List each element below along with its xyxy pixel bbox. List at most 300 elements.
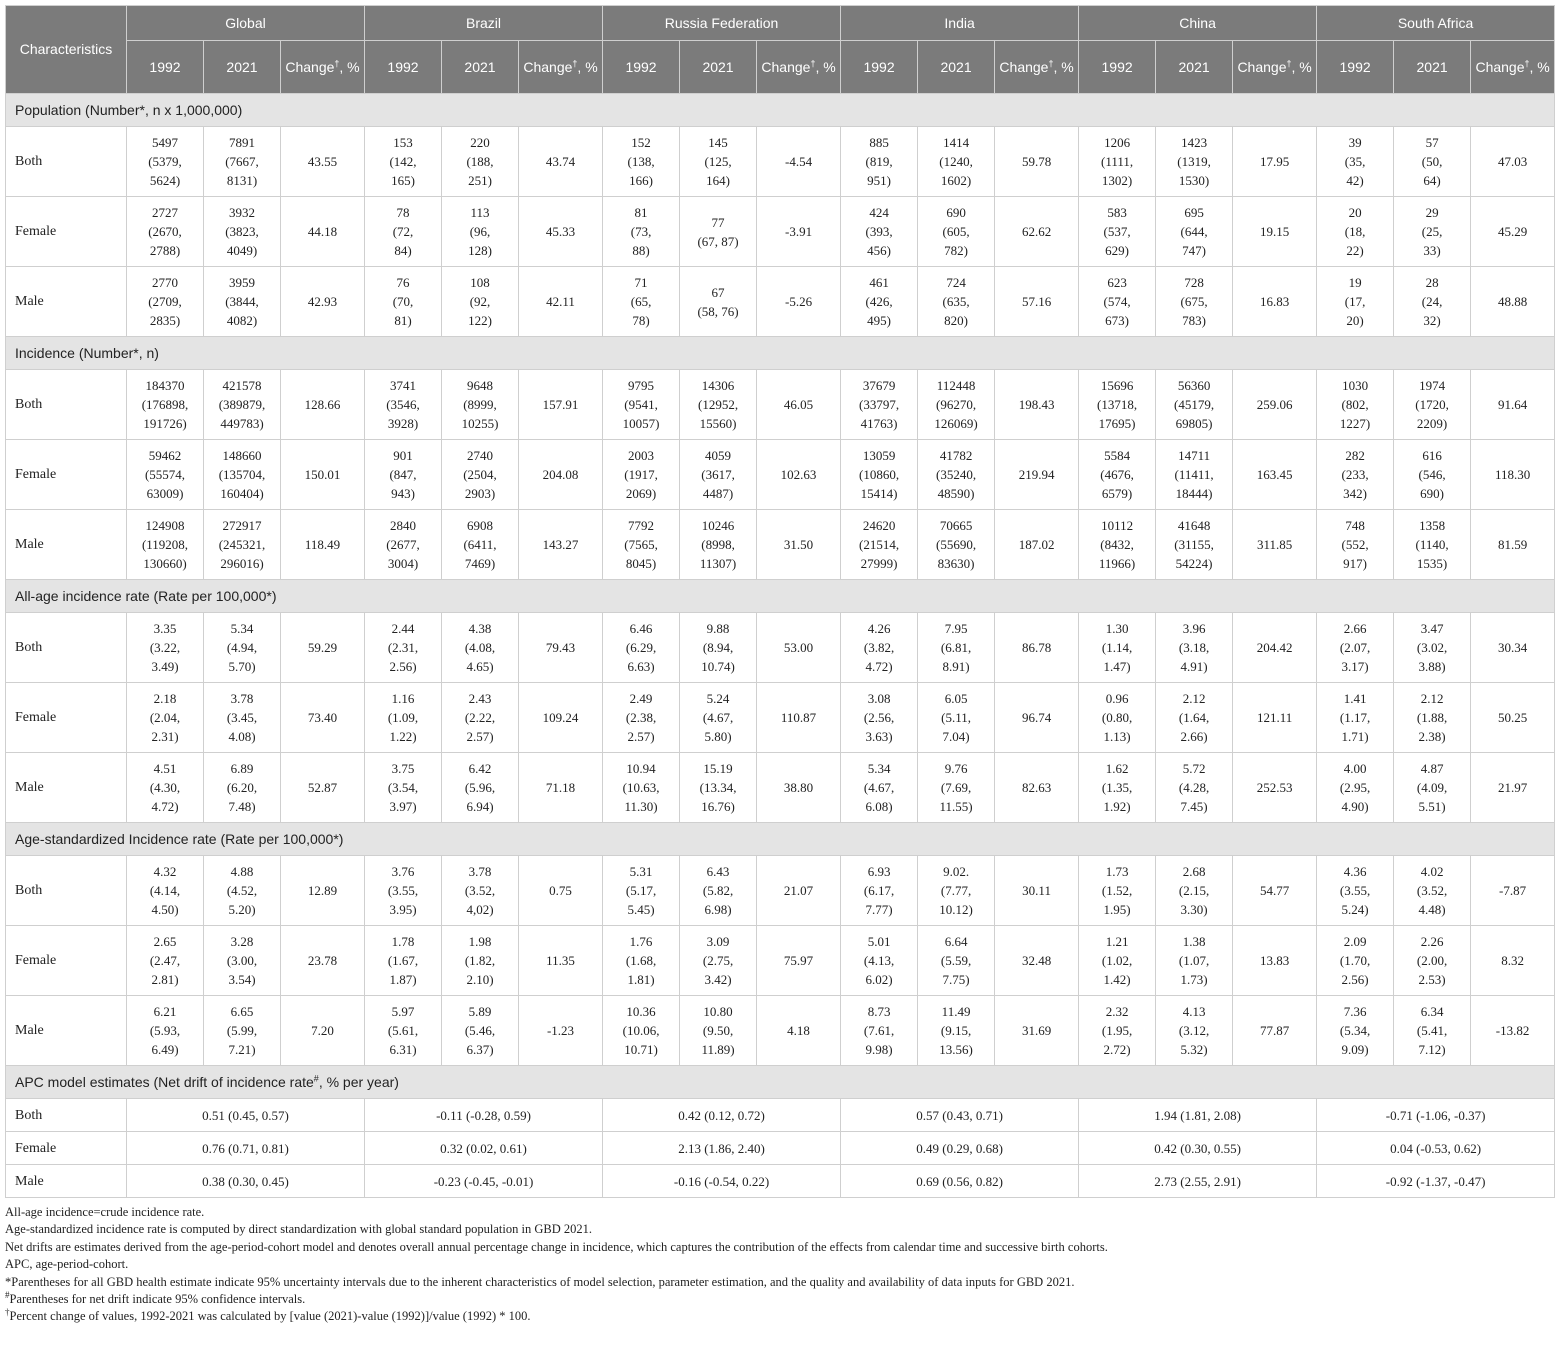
- estimate-cell: [1317, 440, 1394, 510]
- net-drift-value: 2.73 (2.55, 2.91): [1079, 1165, 1317, 1198]
- estimate-cell: [1156, 613, 1233, 683]
- interval-bound: (45179,: [1174, 397, 1215, 412]
- estimate-value: 1.30: [1105, 621, 1129, 636]
- interval-bound: (6.20,: [226, 780, 258, 795]
- estimate-cell: [127, 197, 204, 267]
- interval-bound: (6.29,: [625, 640, 657, 655]
- change-value: 12.89: [281, 856, 365, 926]
- interval-bound: 6.37): [466, 1042, 494, 1057]
- change-value: 75.97: [757, 926, 841, 996]
- estimate-cell: [1394, 856, 1471, 926]
- estimate-cell: [1079, 856, 1156, 926]
- interval-bound: 3004): [387, 556, 419, 571]
- change-value: 30.11: [995, 856, 1079, 926]
- interval-bound: 2.57): [627, 729, 655, 744]
- estimate-value: 77: [711, 214, 725, 230]
- table-row: [6, 856, 1555, 926]
- estimate-value: 4059: [705, 448, 732, 463]
- estimate-cell: [127, 683, 204, 753]
- change-value: 42.93: [281, 267, 365, 337]
- net-drift-value: -0.92 (-1.37, -0.47): [1317, 1165, 1555, 1198]
- change-value: 7.20: [281, 996, 365, 1066]
- interval-bound: (3.18,: [1178, 640, 1210, 655]
- estimate-cell: [603, 926, 680, 996]
- footnote: [5, 1221, 1455, 1238]
- interval-bound: (4.14,: [149, 883, 181, 898]
- interval-bound: (1720,: [1415, 397, 1449, 412]
- interval-bound: (1.17,: [1339, 710, 1371, 725]
- interval-bound: (1.09,: [387, 710, 419, 725]
- interval-bound: 7.45): [1180, 799, 1208, 814]
- change-value: 96.74: [995, 683, 1079, 753]
- change-label: Change: [1237, 58, 1287, 75]
- interval-bound: (65,: [630, 294, 652, 309]
- interval-bound: 1.87): [389, 972, 417, 987]
- change-value: 73.40: [281, 683, 365, 753]
- interval-bound: 7.48): [228, 799, 256, 814]
- interval-bound: 2.81): [151, 972, 179, 987]
- interval-bound: 54224): [1175, 556, 1213, 571]
- estimate-value: 1.41: [1343, 691, 1367, 706]
- change-value: 110.87: [757, 683, 841, 753]
- estimate-cell: [442, 683, 519, 753]
- estimate-value: 3.09: [706, 934, 730, 949]
- change-value: 21.07: [757, 856, 841, 926]
- estimate-value: 4.02: [1420, 864, 1444, 879]
- net-drift-value: 0.49 (0.29, 0.68): [841, 1132, 1079, 1165]
- interval-bound: 2.72): [1103, 1042, 1131, 1057]
- estimate-cell: [680, 127, 757, 197]
- estimate-value: 6908: [467, 518, 493, 533]
- interval-bound: (3.82,: [863, 640, 895, 655]
- interval-bound: 3.88): [1418, 659, 1446, 674]
- interval-bound: 3.95): [389, 902, 417, 917]
- interval-bound: (10.06,: [622, 1023, 660, 1038]
- row-label: Both: [6, 127, 127, 197]
- estimate-cell: [603, 856, 680, 926]
- change-value: 259.06: [1233, 370, 1317, 440]
- interval-bound: 1535): [1416, 556, 1448, 571]
- interval-bound: 1.71): [1341, 729, 1369, 744]
- estimate-cell: [1394, 127, 1471, 197]
- change-value: 45.33: [519, 197, 603, 267]
- interval-bound: 6579): [1101, 486, 1133, 501]
- year-1992-header: 1992: [127, 41, 204, 94]
- interval-bound: 6.98): [704, 902, 732, 917]
- change-value: 59.78: [995, 127, 1079, 197]
- interval-bound: (426,: [865, 294, 893, 309]
- estimate-value: 6.65: [230, 1004, 254, 1019]
- estimate-cell: [1394, 926, 1471, 996]
- interval-bound: (24,: [1421, 294, 1443, 309]
- interval-bound: (3.02,: [1416, 640, 1448, 655]
- estimate-cell: [1079, 370, 1156, 440]
- change-unit: , %: [1529, 58, 1550, 75]
- estimate-value: 78: [396, 205, 410, 220]
- estimate-cell: [127, 510, 204, 580]
- change-label: Change: [1475, 58, 1525, 75]
- estimate-cell: [204, 613, 281, 683]
- estimate-cell: [1079, 267, 1156, 337]
- interval-bound: 4,02): [466, 902, 494, 917]
- estimate-value: 6.89: [230, 761, 254, 776]
- interval-bound: (2.07,: [1339, 640, 1371, 655]
- estimate-value: 5.72: [1182, 761, 1206, 776]
- interval-bound: (2.75,: [702, 953, 734, 968]
- change-value: 52.87: [281, 753, 365, 823]
- interval-bound: (552,: [1341, 537, 1369, 552]
- estimate-value: 9648: [467, 378, 493, 393]
- change-value: 150.01: [281, 440, 365, 510]
- interval-bound: 13.56): [939, 1042, 973, 1057]
- interval-bound: (7.69,: [940, 780, 972, 795]
- dagger-mark: †: [334, 57, 340, 68]
- estimate-value: 583: [1107, 205, 1127, 220]
- change-value: 11.35: [519, 926, 603, 996]
- net-drift-value: 2.13 (1.86, 2.40): [603, 1132, 841, 1165]
- interval-bound: (35,: [1344, 154, 1366, 169]
- estimate-value: 153: [393, 135, 413, 150]
- change-value: 13.83: [1233, 926, 1317, 996]
- estimate-value: 10.36: [626, 1004, 656, 1019]
- estimate-value: 1030: [1342, 378, 1369, 393]
- interval-bound: (25,: [1421, 224, 1443, 239]
- estimate-value: 2740: [467, 448, 493, 463]
- interval-bound: 7.77): [865, 902, 893, 917]
- change-value: 82.63: [995, 753, 1079, 823]
- estimate-value: 724: [946, 275, 966, 290]
- net-drift-value: -0.11 (-0.28, 0.59): [365, 1099, 603, 1132]
- net-drift-value: 0.42 (0.30, 0.55): [1079, 1132, 1317, 1165]
- estimate-cell: [841, 613, 918, 683]
- estimate-cell: [680, 856, 757, 926]
- estimate-cell: [1317, 510, 1394, 580]
- change-value: 45.29: [1471, 197, 1555, 267]
- change-header: [1233, 41, 1317, 94]
- interval-bound: 4082): [226, 313, 258, 328]
- estimate-value: 5.34: [230, 621, 254, 636]
- estimate-value: 4.36: [1343, 864, 1367, 879]
- change-value: 8.32: [1471, 926, 1555, 996]
- year-1992-header: 1992: [1317, 41, 1394, 94]
- interval-bound: (4676,: [1100, 467, 1134, 482]
- change-header: [995, 41, 1079, 94]
- estimate-value: 5.01: [867, 934, 891, 949]
- interval-bound: 2.66): [1180, 729, 1208, 744]
- interval-bound: 122): [468, 313, 492, 328]
- interval-bound: 1.47): [1103, 659, 1131, 674]
- estimate-value: 2.09: [1343, 934, 1367, 949]
- estimate-cell: [680, 683, 757, 753]
- estimate-cell: [127, 856, 204, 926]
- interval-bound: (70,: [392, 294, 414, 309]
- estimate-value: 690: [946, 205, 966, 220]
- interval-bound: 7.21): [228, 1042, 256, 1057]
- interval-bound: (1.95,: [1101, 1023, 1133, 1038]
- footnote: [5, 1291, 1455, 1308]
- interval-bound: 2.10): [466, 972, 494, 987]
- estimate-cell: [603, 996, 680, 1066]
- interval-bound: (35240,: [936, 467, 977, 482]
- estimate-cell: [680, 370, 757, 440]
- interval-bound: 6.02): [865, 972, 893, 987]
- interval-bound: (2.04,: [149, 710, 181, 725]
- change-value: 48.88: [1471, 267, 1555, 337]
- interval-bound: 5.32): [1180, 1042, 1208, 1057]
- row-label: Both: [6, 856, 127, 926]
- change-value: 0.75: [519, 856, 603, 926]
- row-label: Both: [6, 1099, 127, 1132]
- estimate-cell: [680, 440, 757, 510]
- estimate-value: 6.64: [944, 934, 968, 949]
- net-drift-value: 0.38 (0.30, 0.45): [127, 1165, 365, 1198]
- estimate-value: 2727: [152, 205, 178, 220]
- interval-bound: 11307): [699, 556, 737, 571]
- interval-bound: (644,: [1180, 224, 1208, 239]
- interval-bound: 128): [468, 243, 492, 258]
- estimate-value: 1414: [943, 135, 970, 150]
- footnote-text: Parentheses for net drift indicate 95% confidence intervals.: [9, 1292, 306, 1307]
- estimate-cell: [680, 996, 757, 1066]
- estimate-cell: [1317, 856, 1394, 926]
- change-value: 163.45: [1233, 440, 1317, 510]
- estimate-value: 5.34: [867, 761, 891, 776]
- region-header: China: [1079, 6, 1317, 41]
- estimate-value: 14306: [701, 378, 735, 393]
- estimate-cell: [1156, 370, 1233, 440]
- interval-bound: (2677,: [386, 537, 420, 552]
- interval-bound: 84): [394, 243, 412, 258]
- interval-bound: (13718,: [1097, 397, 1138, 412]
- interval-bound: (5.46,: [464, 1023, 496, 1038]
- estimate-cell: [127, 440, 204, 510]
- interval-bound: 166): [629, 173, 653, 188]
- change-value: 157.91: [519, 370, 603, 440]
- section-row: [6, 94, 1555, 127]
- interval-bound: 4.72): [865, 659, 893, 674]
- interval-bound: 1530): [1178, 173, 1210, 188]
- estimate-value: 14711: [1178, 448, 1211, 463]
- footnote-text: Net drifts are estimates derived from the age-period-cohort model and denotes overall annual percentage change in incidence, which captures the contribution of the effects from calendar time and successive birth cohorts.: [5, 1239, 1108, 1254]
- change-value: 54.77: [1233, 856, 1317, 926]
- data-table: [5, 5, 1555, 1198]
- estimate-cell: [841, 197, 918, 267]
- estimate-cell: [204, 197, 281, 267]
- interval-bound: (58, 76): [697, 303, 739, 319]
- section-title: Incidence (Number*, n): [6, 337, 1555, 370]
- table-row: [6, 1099, 1555, 1132]
- estimate-value: 272917: [222, 518, 262, 533]
- change-value: 19.15: [1233, 197, 1317, 267]
- estimate-value: 6.43: [706, 864, 730, 879]
- estimate-value: 9795: [628, 378, 655, 393]
- estimate-value: 24620: [862, 518, 896, 533]
- interval-bound: 917): [1343, 556, 1368, 571]
- estimate-cell: [127, 613, 204, 683]
- interval-bound: 2.56): [389, 659, 417, 674]
- estimate-value: 67: [711, 284, 725, 300]
- estimate-cell: [204, 440, 281, 510]
- estimate-value: 5584: [1104, 448, 1131, 463]
- apc-title-unit: , % per year): [318, 1073, 399, 1090]
- estimate-value: 7.36: [1343, 1004, 1367, 1019]
- interval-bound: 83630): [937, 556, 975, 571]
- footnote-mark: #: [5, 1289, 10, 1300]
- interval-bound: 17695): [1098, 416, 1136, 431]
- interval-bound: (3.54,: [387, 780, 419, 795]
- interval-bound: 22): [1346, 243, 1364, 258]
- estimate-cell: [603, 753, 680, 823]
- interval-bound: (33797,: [859, 397, 900, 412]
- interval-bound: 2903): [464, 486, 496, 501]
- table-header: [6, 6, 1555, 94]
- interval-bound: 690): [1420, 486, 1445, 501]
- interval-bound: (17,: [1344, 294, 1366, 309]
- estimate-value: 1.76: [629, 934, 653, 949]
- section-row: [6, 580, 1555, 613]
- interval-bound: 3.30): [1180, 902, 1208, 917]
- interval-bound: 10.74): [701, 659, 735, 674]
- estimate-cell: [1394, 683, 1471, 753]
- interval-bound: (2504,: [463, 467, 497, 482]
- estimate-value: 2.12: [1420, 691, 1444, 706]
- interval-bound: 820): [944, 313, 968, 328]
- interval-bound: (2.38,: [625, 710, 657, 725]
- interval-bound: (7565,: [624, 537, 658, 552]
- interval-bound: (233,: [1341, 467, 1369, 482]
- interval-bound: (8.94,: [702, 640, 734, 655]
- interval-bound: (3.22,: [149, 640, 181, 655]
- estimate-value: 3.96: [1182, 621, 1206, 636]
- table-row: [6, 127, 1555, 197]
- estimate-cell: [365, 996, 442, 1066]
- interval-bound: (67, 87): [697, 233, 739, 249]
- estimate-cell: [204, 856, 281, 926]
- change-unit: , %: [1053, 58, 1074, 75]
- estimate-cell: [1394, 753, 1471, 823]
- estimate-value: 57: [1425, 135, 1439, 150]
- change-header: [519, 41, 603, 94]
- interval-bound: 3.63): [865, 729, 893, 744]
- interval-bound: 6.08): [865, 799, 893, 814]
- change-value: 62.62: [995, 197, 1079, 267]
- estimate-value: 901: [393, 448, 413, 463]
- estimate-cell: [603, 127, 680, 197]
- estimate-cell: [442, 510, 519, 580]
- interval-bound: (1.64,: [1178, 710, 1210, 725]
- interval-bound: (8999,: [463, 397, 497, 412]
- estimate-value: 1.98: [468, 934, 492, 949]
- net-drift-value: -0.16 (-0.54, 0.22): [603, 1165, 841, 1198]
- footnote-mark: †: [5, 1307, 10, 1318]
- estimate-value: 7891: [229, 135, 255, 150]
- interval-bound: 8.91): [942, 659, 970, 674]
- interval-bound: 160404): [220, 486, 264, 501]
- estimate-value: 11.49: [941, 1004, 971, 1019]
- change-value: 16.83: [1233, 267, 1317, 337]
- change-value: 43.55: [281, 127, 365, 197]
- region-header: Global: [127, 6, 365, 41]
- estimate-cell: [1317, 683, 1394, 753]
- estimate-cell: [442, 753, 519, 823]
- interval-bound: 296016): [220, 556, 264, 571]
- net-drift-value: 0.57 (0.43, 0.71): [841, 1099, 1079, 1132]
- estimate-cell: [365, 197, 442, 267]
- estimate-cell: [365, 926, 442, 996]
- section-title: Age-standardized Incidence rate (Rate per 100,000*): [6, 823, 1555, 856]
- interval-bound: (574,: [1103, 294, 1131, 309]
- interval-bound: (1.67,: [387, 953, 419, 968]
- estimate-value: 4.13: [1182, 1004, 1206, 1019]
- estimate-cell: [603, 197, 680, 267]
- estimate-cell: [442, 197, 519, 267]
- interval-bound: (5.17,: [625, 883, 657, 898]
- estimate-value: 37679: [862, 378, 896, 393]
- interval-bound: (8432,: [1100, 537, 1134, 552]
- change-value: 21.97: [1471, 753, 1555, 823]
- estimate-cell: [603, 370, 680, 440]
- interval-bound: (9.15,: [940, 1023, 972, 1038]
- interval-bound: 495): [867, 313, 891, 328]
- interval-bound: (1.82,: [464, 953, 496, 968]
- interval-bound: (50,: [1421, 154, 1443, 169]
- interval-bound: (92,: [469, 294, 491, 309]
- change-unit: , %: [815, 58, 836, 75]
- estimate-value: 2.65: [153, 934, 177, 949]
- estimate-value: 29: [1425, 205, 1439, 220]
- interval-bound: 2.38): [1418, 729, 1446, 744]
- interval-bound: 81): [394, 313, 412, 328]
- estimate-value: 10.80: [703, 1004, 733, 1019]
- row-label: Male: [6, 1165, 127, 1198]
- interval-bound: 9.09): [1341, 1042, 1369, 1057]
- estimate-cell: [841, 856, 918, 926]
- estimate-cell: [1079, 683, 1156, 753]
- change-value: 4.18: [757, 996, 841, 1066]
- net-drift-value: 0.69 (0.56, 0.82): [841, 1165, 1079, 1198]
- interval-bound: 11966): [1098, 556, 1136, 571]
- interval-bound: (8998,: [701, 537, 735, 552]
- estimate-value: 1.21: [1105, 934, 1129, 949]
- interval-bound: 6.94): [466, 799, 494, 814]
- interval-bound: (1.68,: [625, 953, 657, 968]
- interval-bound: 629): [1105, 243, 1129, 258]
- estimate-value: 3.75: [391, 761, 415, 776]
- interval-bound: (7.61,: [863, 1023, 895, 1038]
- estimate-cell: [127, 753, 204, 823]
- interval-bound: (1.02,: [1101, 953, 1133, 968]
- table-row: [6, 1132, 1555, 1165]
- interval-bound: 48590): [937, 486, 975, 501]
- change-value: 143.27: [519, 510, 603, 580]
- estimate-value: 70665: [939, 518, 973, 533]
- interval-bound: 7.04): [942, 729, 970, 744]
- interval-bound: 1.95): [1103, 902, 1131, 917]
- interval-bound: (5.59,: [940, 953, 972, 968]
- interval-bound: (2.00,: [1416, 953, 1448, 968]
- interval-bound: (21514,: [859, 537, 900, 552]
- footnote-text: Age-standardized incidence rate is computed by direct standardization with global standard population in GBD 2021.: [5, 1222, 592, 1237]
- hash-mark: #: [313, 1072, 319, 1083]
- estimate-value: 282: [1345, 448, 1365, 463]
- interval-bound: 1227): [1339, 416, 1371, 431]
- interval-bound: (4.67,: [863, 780, 895, 795]
- estimate-value: 6.46: [629, 621, 653, 636]
- estimate-cell: [1079, 510, 1156, 580]
- estimate-value: 152: [631, 135, 651, 150]
- estimate-value: 28: [1425, 275, 1439, 290]
- interval-bound: 5.80): [704, 729, 732, 744]
